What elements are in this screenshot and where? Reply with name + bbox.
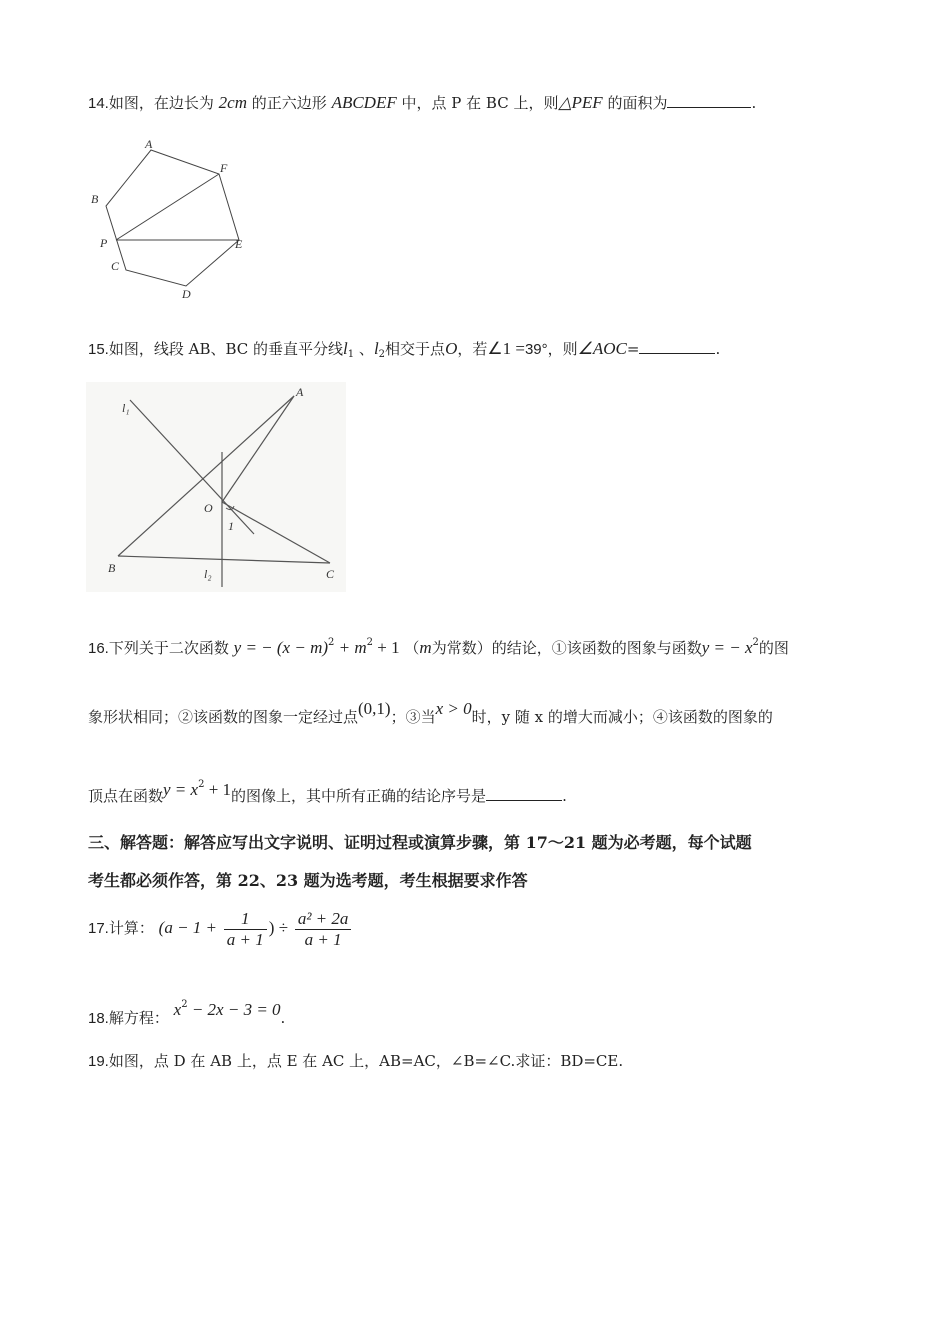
q16-fn: y = − (x − m) <box>233 638 329 657</box>
q16-fn2: + m <box>334 638 367 657</box>
q16-point: (0,1) <box>358 699 391 718</box>
q17-f2-denominator: a + 1 <box>304 929 342 949</box>
q16-line2 <box>88 699 773 728</box>
q17-fraction-2 <box>295 909 352 950</box>
q15-eq: = <box>626 340 640 358</box>
q15-deg: 39° <box>524 341 548 358</box>
q16-m: m <box>419 638 432 657</box>
q15-angle1: ∠1 = <box>487 339 525 358</box>
q18-eq-sq: 2 <box>181 999 188 1010</box>
q16-fn-sq: 2 <box>328 637 335 648</box>
q17-f1-denominator: a + 1 <box>226 929 264 949</box>
q18-number: 18. <box>88 1010 109 1027</box>
q14-answer-blank <box>667 93 751 108</box>
q18-end: . <box>280 1009 286 1027</box>
q16-l3b: 的图像上，其中所有正确的结论序号是 <box>231 787 487 805</box>
q14-text <box>88 92 756 115</box>
label-c: C <box>111 259 120 273</box>
q15-sep: 、 <box>358 340 374 358</box>
q15-t4: ，则 <box>547 340 578 358</box>
q16-fn2-sq: 2 <box>366 637 374 648</box>
q17-t1: 计算： <box>108 919 154 937</box>
q14-number: 14. <box>88 95 109 112</box>
q15-t1: 如图，线段 AB、BC 的垂直平分线 <box>108 340 344 358</box>
q14-t1: 如图，在边长为 <box>108 94 214 112</box>
q19-text <box>88 1050 623 1073</box>
label-l1: l₁ <box>122 401 130 415</box>
q15-l2: l <box>373 339 379 358</box>
q19-number: 19. <box>88 1053 109 1070</box>
q14-t4: 的面积为 <box>607 94 668 112</box>
q17-number: 17. <box>88 920 109 937</box>
q15-t2: 相交于点 <box>385 340 446 358</box>
q16-cond: x > 0 <box>435 699 472 718</box>
q16-end: . <box>562 787 567 805</box>
q17-mid: ) ÷ <box>268 918 289 937</box>
q16-number: 16. <box>88 640 109 657</box>
q17-f1-numerator: 1 <box>224 909 267 930</box>
q18-eq: x <box>173 1000 182 1019</box>
q16-fn-c2: + 1 <box>204 780 232 799</box>
q16-t4: 的图 <box>758 639 789 657</box>
q15-figure <box>86 382 346 592</box>
label-l2: l₂ <box>204 567 212 581</box>
q17-pre: (a − 1 + <box>158 918 218 937</box>
section3-line2: 考生都必须作答，第 22、23 题为选考题，考生根据要求作答 <box>88 871 528 890</box>
q15-aoc: ∠AOC <box>577 339 627 358</box>
segment-pf <box>116 174 219 240</box>
q17-f2-numerator: a² + 2a <box>295 909 352 930</box>
q18-eq2: − 2x − 3 = 0 <box>187 1000 281 1019</box>
q19-t1: 如图，点 D 在 AB 上，点 E 在 AC 上，AB=AC，∠B=∠C.求证：BD=CE. <box>108 1052 624 1070</box>
q18-text <box>88 999 286 1030</box>
label-1: 1 <box>228 519 234 533</box>
section3-line1: 三、解答题：解答应写出文字说明、证明过程或演算步骤，第 17～21 题为必考题，每个试题 <box>88 833 752 852</box>
q14-hexagon-name: ABCDEF <box>331 93 397 112</box>
q16-fn3: + 1 <box>373 638 400 657</box>
q18-t1: 解方程： <box>108 1009 169 1027</box>
q16-l3a: 顶点在函数 <box>88 787 164 805</box>
q16-answer-blank <box>486 786 562 801</box>
label-e: E <box>235 237 243 251</box>
q15-end: . <box>715 340 721 358</box>
q16-fn-c: y = x <box>163 780 199 799</box>
q14-hexagon-figure <box>86 138 256 308</box>
label-b: B <box>108 561 116 575</box>
q15-t3: ，若 <box>457 340 488 358</box>
q16-l2c: 时，y 随 x 的增大而减小；④该函数的图象的 <box>471 708 773 726</box>
q15-answer-blank <box>639 339 715 354</box>
q16-fn-b-sq: 2 <box>752 637 759 648</box>
q16-t2: （ <box>404 639 420 657</box>
q15-l1: l <box>343 339 348 358</box>
label-a: A <box>296 385 304 399</box>
q14-length: 2cm <box>218 93 247 112</box>
q15-l1-sub: 1 <box>347 349 355 360</box>
q17-fraction-1 <box>224 909 267 950</box>
q14-end: . <box>751 94 757 112</box>
label-o: O <box>204 501 213 515</box>
q16-t3: 为常数）的结论，①该函数的图象与函数 <box>431 639 702 657</box>
q16-line1 <box>88 632 789 660</box>
q16-line3 <box>88 780 567 807</box>
q17-text <box>88 908 353 950</box>
q16-l2b: ；③当 <box>390 708 436 726</box>
label-p: P <box>100 236 108 250</box>
q14-t3: 中，点 P 在 BC 上，则 <box>401 94 559 112</box>
q15-number: 15. <box>88 341 109 358</box>
label-a: A <box>145 138 153 151</box>
label-b: B <box>91 192 99 206</box>
q15-text <box>88 338 720 366</box>
q14-t2: 的正六边形 <box>251 94 327 112</box>
q14-triangle: △PEF <box>558 93 603 112</box>
q16-t1: 下列关于二次函数 <box>108 639 229 657</box>
label-c: C <box>326 567 335 581</box>
q16-fn-c-sq: 2 <box>198 779 205 790</box>
label-d: D <box>182 287 191 301</box>
q15-o: O <box>445 339 458 358</box>
q16-l2a: 象形状相同；②该函数的图象一定经过点 <box>88 708 359 726</box>
q15-l2-sub: 2 <box>378 349 386 360</box>
label-f: F <box>220 161 228 175</box>
q16-fn-b: y = − x <box>701 638 753 657</box>
